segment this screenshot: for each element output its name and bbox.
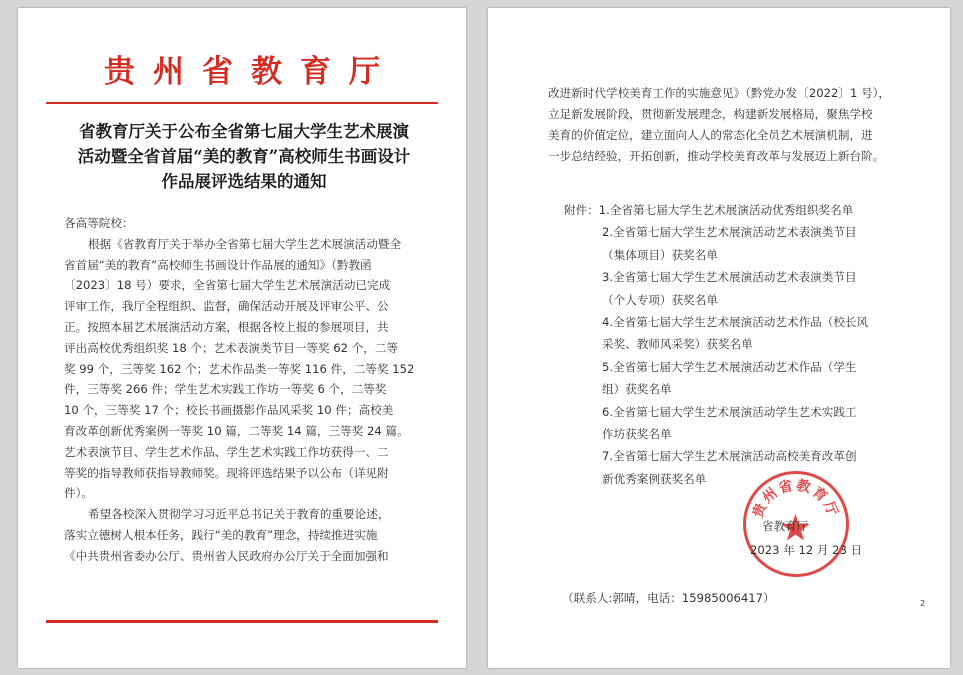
- footer-red-rule: [46, 620, 438, 623]
- body-line: 《中共贵州省委办公厅、贵州省人民政府办公厅关于全面加强和: [64, 548, 389, 563]
- attachment-item: 6.全省第七届大学生艺术展演活动学生艺术实践工: [602, 404, 857, 419]
- notice-body-continued: [548, 83, 908, 167]
- notice-body: [64, 213, 434, 567]
- body-line: 〔2023〕18 号）要求，全省第七届大学生艺术展演活动已完成: [64, 278, 391, 293]
- body-line: 育改革创新优秀案例一等奖 10 篇，二等奖 14 篇，三等奖 24 篇。: [64, 423, 409, 438]
- page-number: 2: [920, 599, 926, 608]
- salutation: 各高等院校：: [64, 216, 134, 230]
- attachment-item-cont: （集体项目）获奖名单: [602, 247, 718, 262]
- body-line: 落实立德树人根本任务，践行“美的教育”理念，持续推进实施: [64, 527, 378, 542]
- issuer-header: 贵州省教育厅: [104, 54, 398, 90]
- attachment-item: 附件：1.全省第七届大学生艺术展演活动优秀组织奖名单: [564, 203, 854, 217]
- body-line: 希望各校深入贯彻学习习近平总书记关于教育的重要论述，: [88, 507, 390, 522]
- attachment-item: 4.全省第七届大学生艺术展演活动艺术作品（校长风: [602, 314, 869, 329]
- attachment-list: [564, 199, 904, 490]
- page-left: [18, 8, 466, 668]
- attachment-item-cont: 组）获奖名单: [602, 382, 672, 397]
- body-line: 美育的价值定位，建立面向人人的常态化全员艺术展演机制，进: [548, 128, 873, 142]
- body-line: 改进新时代学校美育工作的实施意见》（黔党办发〔2022〕1 号），: [548, 86, 891, 100]
- attachment-item: 5.全省第七届大学生艺术展演活动艺术作品（学生: [602, 359, 857, 374]
- issue-date: 2023 年 12 月 23 日: [750, 543, 863, 557]
- body-line: 省首届“美的教育”高校师生书画设计作品展的通知》（黔教函: [64, 257, 372, 272]
- body-line: 立足新发展阶段，贯彻新发展理念，构建新发展格局，聚焦学校: [548, 107, 873, 121]
- body-line: 评审工作，我厅全程组织、监督，确保活动开展及评审公平、公: [64, 299, 389, 314]
- page-right: [488, 8, 950, 668]
- body-line: 一步总结经验，开拓创新，推动学校美育改革与发展迈上新台阶。: [548, 149, 885, 163]
- attachment-item: 7.全省第七届大学生艺术展演活动高校美育改革创: [602, 449, 857, 464]
- body-line: 评出高校优秀组织奖 18 个；艺术表演类节目一等奖 62 个，二等: [64, 340, 399, 355]
- body-line: 根据《省教育厅关于举办全省第七届大学生艺术展演活动暨全: [88, 236, 402, 251]
- issuer-signature: 省教育厅: [762, 519, 809, 533]
- svg-text:贵州省教育厅: [749, 476, 841, 520]
- header-red-rule: [46, 102, 438, 104]
- body-line: 10 个，三等奖 17 个；校长书画摄影作品风采奖 10 件；高校美: [64, 403, 394, 418]
- title-line: 活动暨全省首届“美的教育”高校师生书画设计: [77, 147, 411, 166]
- title-line: 作品展评选结果的通知: [161, 172, 327, 191]
- body-line: 件）。: [64, 486, 93, 501]
- attachment-item-cont: 作坊获奖名单: [602, 426, 672, 441]
- contact-info: （联系人:郭晴，电话：15985006417）: [562, 591, 775, 605]
- attachment-item-cont: （个人专项）获奖名单: [602, 292, 718, 307]
- seal-text: 贵州省教育厅: [749, 477, 842, 521]
- title-line: 省教育厅关于公布全省第七届大学生艺术展演: [79, 122, 409, 141]
- body-line: 正。按照本届艺术展演活动方案，根据各校上报的参展项目，共: [64, 319, 389, 334]
- body-line: 等奖的指导教师获指导教师奖。现将评选结果予以公布（详见附: [64, 465, 389, 480]
- attachment-item: 2.全省第七届大学生艺术展演活动艺术表演类节目: [602, 225, 857, 240]
- attachment-item-cont: 采奖、教师风采奖）获奖名单: [602, 337, 753, 352]
- body-line: 艺术表演节目、学生艺术作品、学生艺术实践工作坊获得一、二: [64, 444, 389, 459]
- body-line: 奖 99 个，三等奖 162 个；艺术作品类一等奖 116 件，二等奖 152: [64, 361, 415, 376]
- document-title: [58, 119, 430, 194]
- attachment-item-cont: 新优秀案例获奖名单: [602, 471, 707, 486]
- body-line: 件，三等奖 266 件；学生艺术实践工作坊一等奖 6 个，二等奖: [64, 382, 387, 397]
- attachment-item: 3.全省第七届大学生艺术展演活动艺术表演类节目: [602, 270, 857, 285]
